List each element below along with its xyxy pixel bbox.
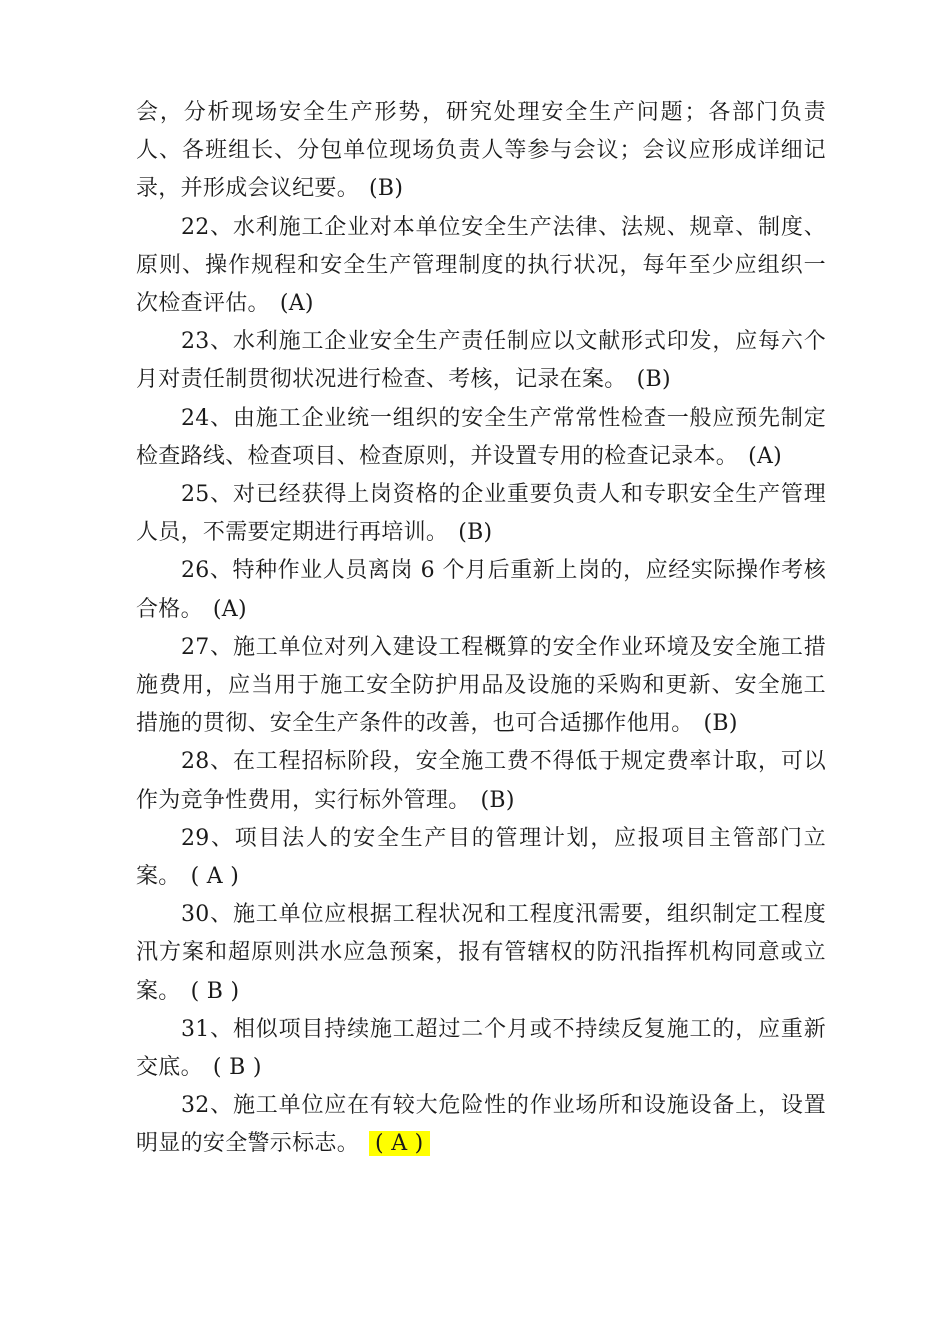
question-paragraph-22 bbox=[136, 209, 826, 324]
question-paragraph-23 bbox=[136, 323, 826, 399]
question-text: 24、由施工企业统一组织的安全生产常常性检查一般应预先制定检查路线、检查项目、检查原则，并设置专用的检查记录本。 bbox=[136, 405, 826, 469]
question-paragraph-32 bbox=[136, 1087, 826, 1163]
question-paragraph-27 bbox=[136, 629, 826, 744]
answer-mark: (A) bbox=[279, 291, 314, 317]
question-text: 27、施工单位对列入建设工程概算的安全作业环境及安全施工措施费用，应当用于施工安全防护用品及设施的采购和更新、安全施工措施的贯彻、安全生产条件的改善，也可合适挪作他用。 bbox=[136, 634, 826, 737]
question-text: 22、水利施工企业对本单位安全生产法律、法规、规章、制度、原则、操作规程和安全生产管理制度的执行状况，每年至少应组织一次检查评估。 bbox=[136, 214, 826, 317]
answer-mark: (A) bbox=[748, 443, 783, 469]
question-text: 32、施工单位应在有较大危险性的作业场所和设施设备上，设置明显的安全警示标志。 bbox=[136, 1093, 826, 1157]
question-text: 30、施工单位应根据工程状况和工程度汛需要，组织制定工程度汛方案和超原则洪水应急预案，报有管辖权的防汛指挥机构同意或立案。 bbox=[136, 902, 826, 1004]
question-paragraph-29 bbox=[136, 820, 826, 896]
answer-mark: (B) bbox=[636, 367, 671, 393]
question-paragraph-30 bbox=[136, 896, 826, 1011]
answer-mark-highlighted: ( A ) bbox=[369, 1131, 430, 1156]
question-text: 31、相似项目持续施工超过二个月或不持续反复施工的，应重新交底。 bbox=[136, 1016, 826, 1081]
document-body bbox=[136, 94, 826, 1164]
question-paragraph-26 bbox=[136, 552, 826, 628]
question-text: 23、水利施工企业安全生产责任制应以文献形式印发，应每六个月对责任制贯彻状况进行检查、考核，记录在案。 bbox=[136, 329, 826, 393]
question-text: 会，分析现场安全生产形势，研究处理安全生产问题；各部门负责人、各班组长、分包单位现场负责人等参与会议；会议应形成详细记录，并形成会议纪要。 bbox=[136, 100, 826, 202]
question-paragraph-24 bbox=[136, 400, 826, 476]
answer-mark: (B) bbox=[480, 787, 515, 813]
question-text: 29、项目法人的安全生产目的管理计划，应报项目主管部门立案。 bbox=[136, 825, 826, 890]
answer-mark: (A) bbox=[212, 596, 247, 622]
answer-mark: ( B ) bbox=[190, 978, 240, 1004]
question-paragraph-28 bbox=[136, 743, 826, 819]
answer-mark: ( B ) bbox=[212, 1055, 262, 1081]
question-text: 25、对已经获得上岗资格的企业重要负责人和专职安全生产管理人员，不需要定期进行再培训。 bbox=[136, 482, 826, 546]
answer-mark: (B) bbox=[369, 176, 404, 202]
question-paragraph-31 bbox=[136, 1011, 826, 1087]
question-paragraph-25 bbox=[136, 476, 826, 552]
question-paragraph-21-tail bbox=[136, 94, 826, 209]
question-text: 28、在工程招标阶段，安全施工费不得低于规定费率计取，可以作为竞争性费用，实行标外管理。 bbox=[136, 749, 826, 813]
answer-mark: (B) bbox=[703, 711, 738, 737]
question-text: 26、特种作业人员离岗 6 个月后重新上岗的，应经实际操作考核合格。 bbox=[136, 558, 826, 622]
answer-mark: ( A ) bbox=[190, 864, 240, 890]
answer-mark: (B) bbox=[458, 520, 493, 546]
